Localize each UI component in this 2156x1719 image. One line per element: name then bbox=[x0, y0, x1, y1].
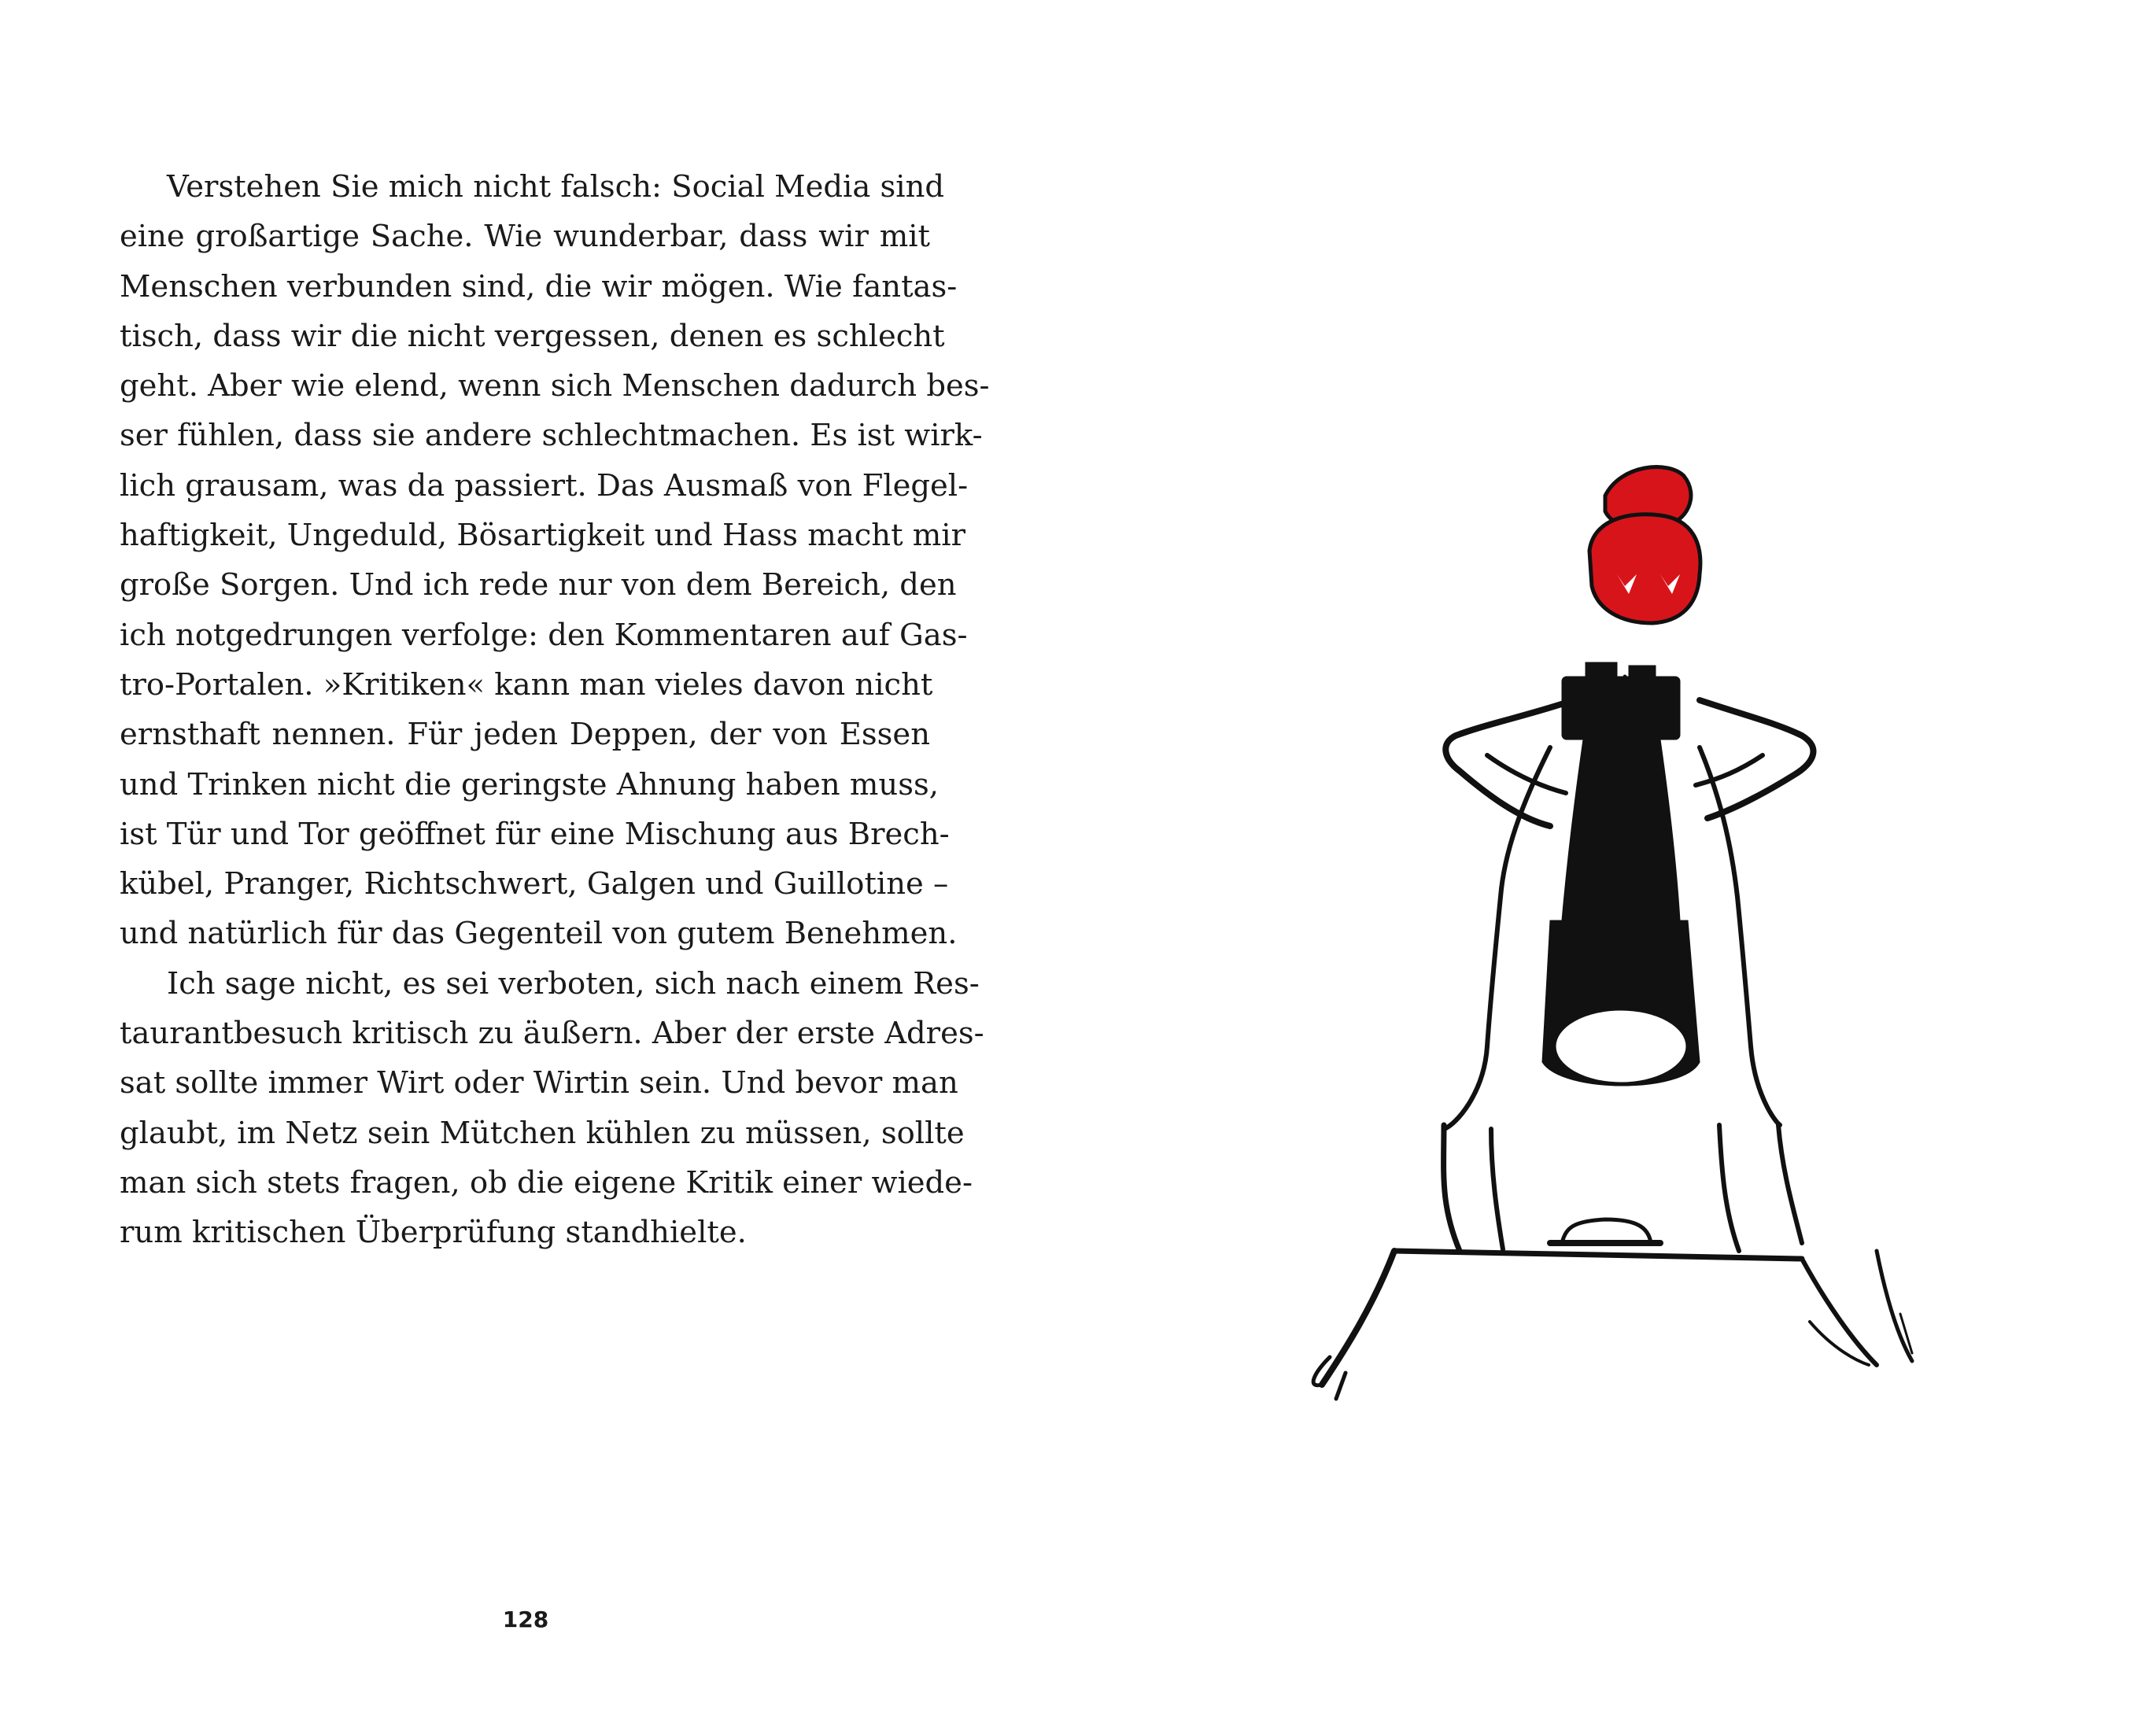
paragraph-2 bbox=[120, 959, 984, 1258]
body-text bbox=[120, 162, 990, 1258]
text-line: glaubt, im Netz sein Mütchen kühlen zu müssen, sollte bbox=[120, 1115, 965, 1151]
text-line: haftigkeit, Ungeduld, Bösartigkeit und Hass macht mir bbox=[120, 518, 966, 554]
text-line: lich grausam, was da passiert. Das Ausmaß von Flegel- bbox=[120, 467, 969, 504]
table-left-edge bbox=[1322, 1251, 1394, 1385]
text-line: Menschen verbunden sind, die wir mögen. Wie fantas- bbox=[120, 268, 958, 304]
lens-glass bbox=[1554, 1009, 1688, 1084]
text-line: kübel, Pranger, Richtschwert, Galgen und Guillotine – bbox=[120, 866, 949, 902]
red-hair bbox=[1589, 467, 1700, 623]
paragraph-1 bbox=[120, 162, 990, 959]
dish-cover bbox=[1562, 1219, 1651, 1243]
text-line: man sich stets fragen, ob die eigene Kritik einer wiede- bbox=[120, 1164, 973, 1201]
text-line: Ich sage nicht, es sei verboten, sich nach einem Res- bbox=[167, 965, 980, 1002]
text-line: Verstehen Sie mich nicht falsch: Social Media sind bbox=[167, 169, 945, 205]
torso-left bbox=[1444, 747, 1550, 1129]
text-line: ist Tür und Tor geöffnet für eine Mischung aus Brech- bbox=[120, 816, 950, 852]
text-line: rum kritischen Überprüfung standhielte. bbox=[120, 1215, 747, 1251]
page-number: 128 bbox=[502, 1606, 549, 1632]
text-line: und natürlich für das Gegenteil von gutem Benehmen. bbox=[120, 916, 958, 952]
text-line: geht. Aber wie elend, wenn sich Menschen dadurch bes- bbox=[120, 368, 990, 404]
camera-body bbox=[1562, 677, 1680, 740]
text-line: tisch, dass wir die nicht vergessen, denen es schlecht bbox=[120, 318, 945, 354]
text-line: eine großartige Sache. Wie wunderbar, dass wir mit bbox=[120, 219, 930, 255]
text-line: taurantbesuch kritisch zu äußern. Aber der erste Adres- bbox=[120, 1016, 984, 1052]
left-leg bbox=[1444, 1125, 1460, 1251]
text-line: ser fühlen, dass sie andere schlechtmachen. Es ist wirk- bbox=[120, 418, 983, 454]
camera-lens bbox=[1562, 740, 1680, 920]
text-line: und Trinken nicht die geringste Ahnung haben muss, bbox=[120, 766, 939, 802]
text-line: tro-Portalen. »Kritiken« kann man vieles davon nicht bbox=[120, 666, 933, 703]
text-line: ich notgedrungen verfolge: den Kommentaren auf Gas- bbox=[120, 617, 968, 653]
hair-head bbox=[1589, 515, 1700, 623]
camera-woman-illustration bbox=[1290, 417, 1967, 1408]
text-line: ernsthaft nennen. Für jeden Deppen, der von Essen bbox=[120, 717, 930, 753]
text-line: sat sollte immer Wirt oder Wirtin sein. Und bevor man bbox=[120, 1065, 958, 1101]
text-line: große Sorgen. Und ich rede nur von dem Bereich, den bbox=[120, 567, 957, 603]
left-arm bbox=[1445, 700, 1574, 826]
right-leg bbox=[1719, 1125, 1739, 1251]
